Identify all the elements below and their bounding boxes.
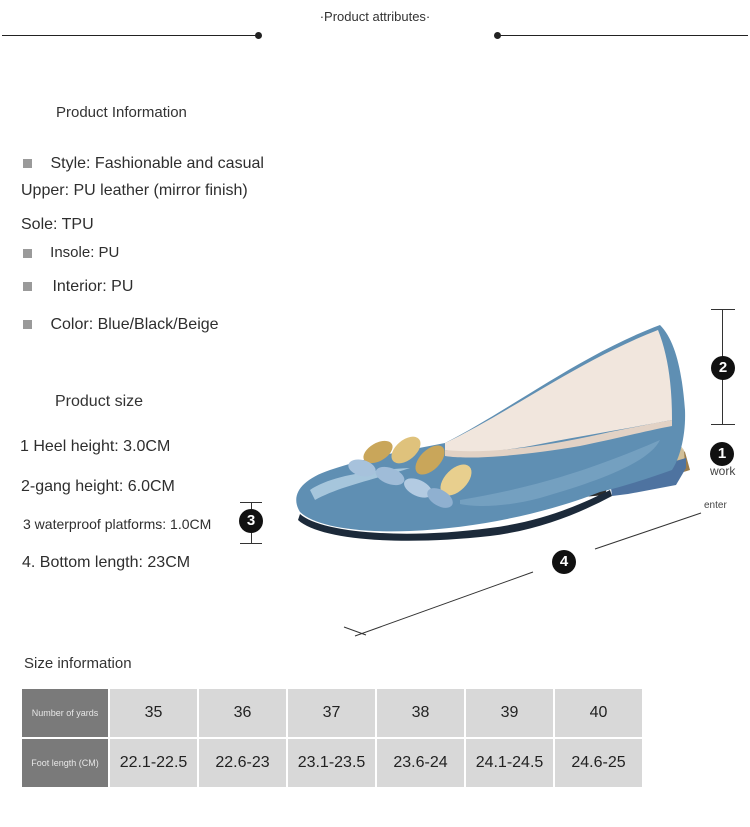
size-cell: 35 <box>110 689 197 737</box>
size-cell: 37 <box>288 689 375 737</box>
row-label-yards: Number of yards <box>22 689 108 737</box>
size-cell: 39 <box>466 689 553 737</box>
info-row-text: Insole: PU <box>50 244 120 261</box>
table-row <box>22 739 642 787</box>
info-row-text: Sole: TPU <box>21 216 94 233</box>
info-row-text: Upper: PU leather (mirror finish) <box>21 182 248 199</box>
marker-2: 2 <box>711 356 735 380</box>
header-line-right <box>497 35 748 36</box>
info-row-text: Color: Blue/Black/Beige <box>50 316 219 333</box>
bullet-icon <box>23 282 32 291</box>
header-dot-left <box>255 32 262 39</box>
info-row-upper <box>21 182 248 200</box>
work-label: work <box>710 464 736 478</box>
row-label-foot-length: Foot length (CM) <box>22 739 108 787</box>
bullet-icon <box>23 249 32 258</box>
info-row-text: Style: Fashionable and casual <box>50 155 264 172</box>
foot-length-cell: 22.6-23 <box>199 739 286 787</box>
product-size-heading: Product size <box>55 393 144 410</box>
size-row-platform: 3 waterproof platforms: 1.0CM <box>23 516 212 532</box>
size-cell: 36 <box>199 689 286 737</box>
info-row-style <box>23 155 264 173</box>
bullet-icon <box>23 320 32 329</box>
info-row-insole <box>23 244 119 261</box>
marker-3: 3 <box>239 509 263 533</box>
size-table <box>20 687 644 789</box>
foot-length-cell: 23.1-23.5 <box>288 739 375 787</box>
marker-1: 1 <box>710 442 734 466</box>
foot-length-cell: 24.1-24.5 <box>466 739 553 787</box>
foot-length-cell: 24.6-25 <box>555 739 642 787</box>
size-row-heel: 1 Heel height: 3.0CM <box>20 438 171 455</box>
bullet-icon <box>23 159 32 168</box>
size-row-bottom: 4. Bottom length: 23CM <box>22 554 191 571</box>
foot-length-cell: 23.6-24 <box>377 739 464 787</box>
shoe-illustration <box>280 300 720 650</box>
size-cell: 38 <box>377 689 464 737</box>
marker3-cap-bottom <box>240 543 262 544</box>
enter-label: enter <box>704 500 727 511</box>
marker-4: 4 <box>552 550 576 574</box>
size-row-gang: 2-gang height: 6.0CM <box>21 478 175 495</box>
info-row-interior <box>23 278 133 296</box>
size-info-heading: Size information <box>24 655 132 672</box>
product-info-heading: Product Information <box>56 104 187 121</box>
foot-length-cell: 22.1-22.5 <box>110 739 197 787</box>
section-title: ·Product attributes· <box>319 9 431 24</box>
info-row-text: Interior: PU <box>52 278 134 295</box>
info-row-sole <box>21 216 94 234</box>
table-row <box>22 689 642 737</box>
info-row-color <box>23 316 219 334</box>
header-line-left <box>2 35 258 36</box>
size-cell: 40 <box>555 689 642 737</box>
